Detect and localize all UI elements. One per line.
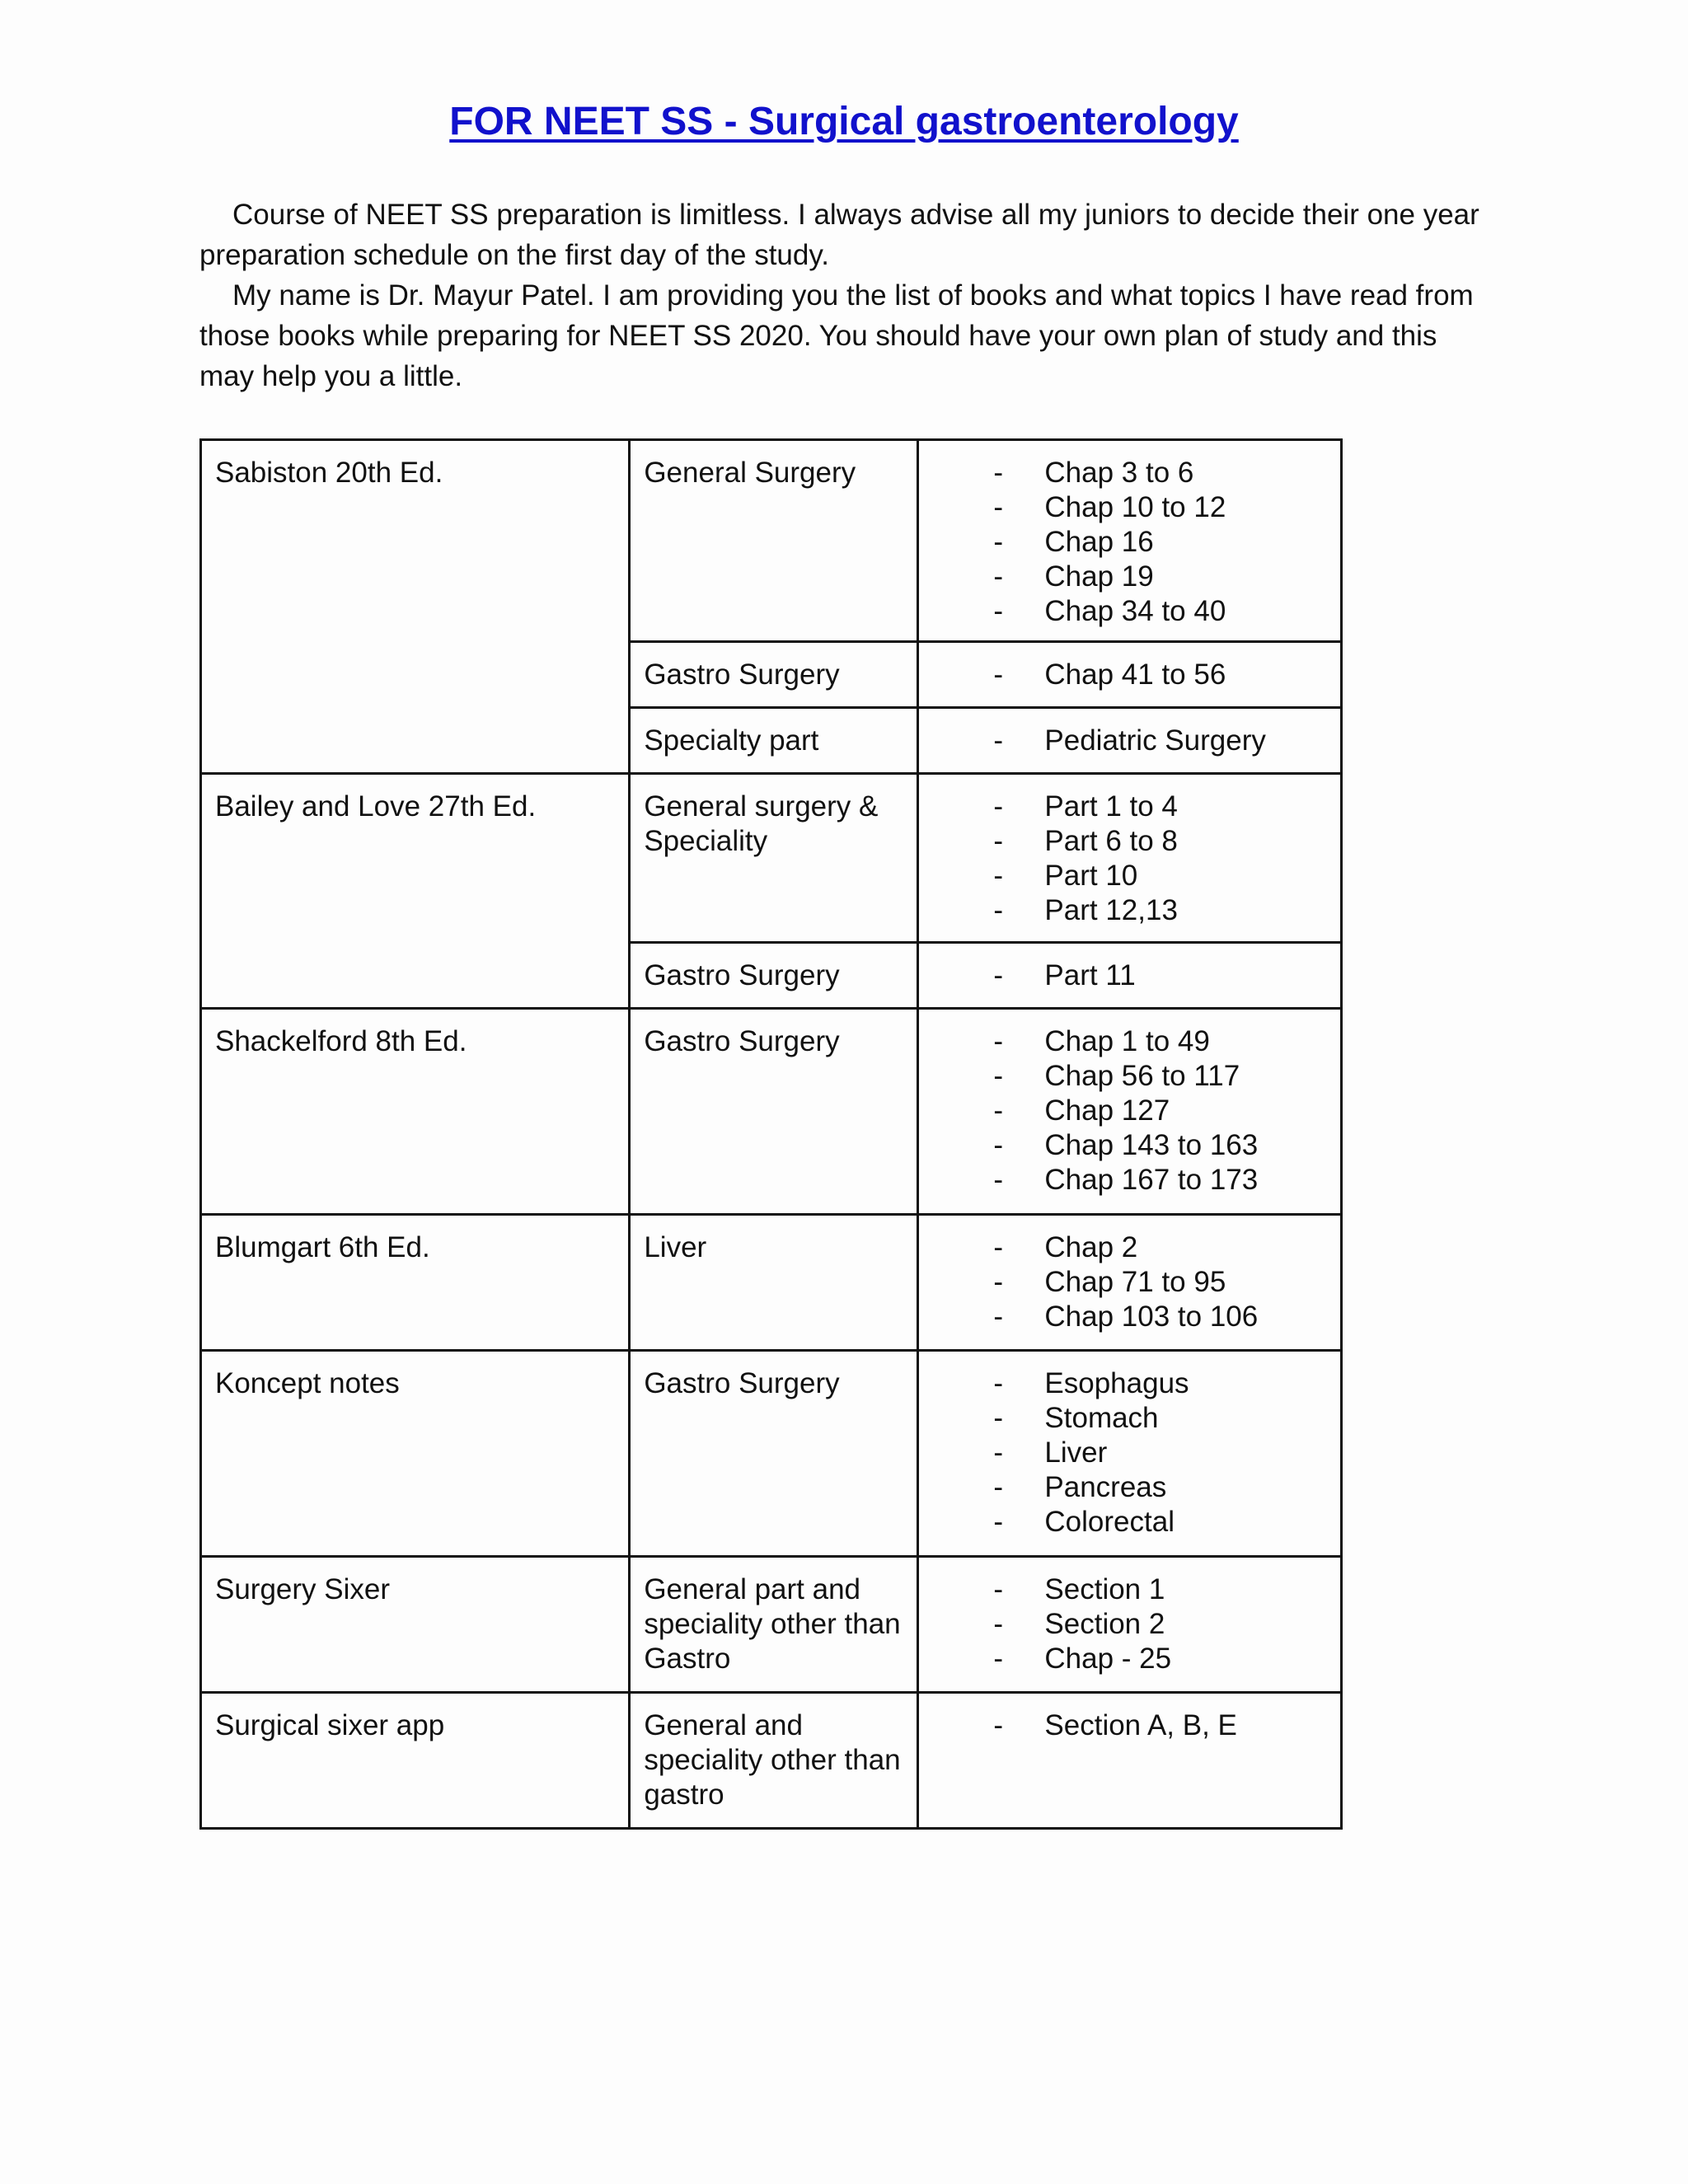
- list-item: - Part 6 to 8: [932, 824, 1327, 859]
- topic-list: [932, 1366, 1327, 1540]
- table-row: [201, 1351, 1342, 1557]
- topic-list: [932, 790, 1327, 928]
- list-item: - Part 11: [932, 958, 1327, 993]
- book-cell: Blumgart 6th Ed.: [201, 1215, 630, 1351]
- list-item: - Section 2: [932, 1607, 1327, 1642]
- table-row: [201, 1215, 1342, 1351]
- section-cell: Liver: [630, 1215, 918, 1351]
- topics-cell: [918, 774, 1342, 943]
- topics-cell: [918, 1557, 1342, 1693]
- list-item: - Chap 71 to 95: [932, 1265, 1327, 1300]
- section-cell: Specialty part: [630, 708, 918, 774]
- topic-list: [932, 1572, 1327, 1676]
- book-cell: Surgery Sixer: [201, 1557, 630, 1693]
- list-item: - Chap 19: [932, 560, 1327, 594]
- topic-list: [932, 456, 1327, 629]
- list-item: - Pancreas: [932, 1470, 1327, 1505]
- section-cell: General surgery & Speciality: [630, 774, 918, 943]
- topics-cell: [918, 1351, 1342, 1557]
- list-item: - Esophagus: [932, 1366, 1327, 1401]
- book-cell: Bailey and Love 27th Ed.: [201, 774, 630, 1009]
- section-cell: General part and speciality other than Gastro: [630, 1557, 918, 1693]
- list-item: - Liver: [932, 1436, 1327, 1470]
- table-row: [201, 1693, 1342, 1829]
- section-cell: Gastro Surgery: [630, 642, 918, 708]
- book-cell: Sabiston 20th Ed.: [201, 440, 630, 774]
- topic-list: [932, 1708, 1327, 1743]
- list-item: - Chap 1 to 49: [932, 1024, 1327, 1059]
- section-cell: Gastro Surgery: [630, 1351, 918, 1557]
- intro-paragraph: My name is Dr. Mayur Patel. I am providing you the list of books and what topics I have read from those books while preparing for NEET SS 2020. You should have your own plan of study and this may help you a little.: [199, 279, 1474, 392]
- topic-list: [932, 724, 1327, 758]
- book-cell: Koncept notes: [201, 1351, 630, 1557]
- intro-paragraph: Course of NEET SS preparation is limitless. I always advise all my juniors to decide their one year preparation schedule on the first day of the study.: [199, 199, 1479, 271]
- book-cell: Shackelford 8th Ed.: [201, 1009, 630, 1215]
- section-cell: Gastro Surgery: [630, 1009, 918, 1215]
- intro-text: [199, 194, 1485, 396]
- topics-cell: [918, 943, 1342, 1009]
- list-item: - Chap 127: [932, 1094, 1327, 1128]
- page-title: [0, 97, 1688, 147]
- section-cell: General Surgery: [630, 440, 918, 642]
- title-link[interactable]: FOR NEET SS - Surgical gastroenterology: [449, 100, 1239, 143]
- list-item: - Chap 56 to 117: [932, 1059, 1327, 1094]
- list-item: - Chap 103 to 106: [932, 1300, 1327, 1334]
- list-item: - Section A, B, E: [932, 1708, 1327, 1743]
- topics-cell: [918, 1215, 1342, 1351]
- topics-cell: [918, 1009, 1342, 1215]
- list-item: - Part 1 to 4: [932, 790, 1327, 824]
- table-row: [201, 774, 1342, 943]
- list-item: - Chap 10 to 12: [932, 490, 1327, 525]
- list-item: - Part 10: [932, 859, 1327, 893]
- books-table: [199, 438, 1343, 1830]
- topics-cell: [918, 642, 1342, 708]
- topic-list: [932, 1230, 1327, 1334]
- list-item: - Part 12,13: [932, 893, 1327, 928]
- topics-cell: [918, 1693, 1342, 1829]
- topics-cell: [918, 440, 1342, 642]
- topic-list: [932, 658, 1327, 692]
- section-cell: General and speciality other than gastro: [630, 1693, 918, 1829]
- list-item: - Chap 167 to 173: [932, 1163, 1327, 1197]
- list-item: - Chap 2: [932, 1230, 1327, 1265]
- list-item: - Pediatric Surgery: [932, 724, 1327, 758]
- list-item: - Colorectal: [932, 1505, 1327, 1540]
- topic-list: [932, 958, 1327, 993]
- list-item: - Stomach: [932, 1401, 1327, 1436]
- list-item: - Chap 34 to 40: [932, 594, 1327, 629]
- list-item: - Chap - 25: [932, 1642, 1327, 1676]
- book-cell: Surgical sixer app: [201, 1693, 630, 1829]
- table-row: [201, 1557, 1342, 1693]
- list-item: - Chap 41 to 56: [932, 658, 1327, 692]
- list-item: - Section 1: [932, 1572, 1327, 1607]
- topic-list: [932, 1024, 1327, 1197]
- table-row: [201, 440, 1342, 642]
- list-item: - Chap 16: [932, 525, 1327, 560]
- table-row: [201, 1009, 1342, 1215]
- section-cell: Gastro Surgery: [630, 943, 918, 1009]
- list-item: - Chap 143 to 163: [932, 1128, 1327, 1163]
- topics-cell: [918, 708, 1342, 774]
- list-item: - Chap 3 to 6: [932, 456, 1327, 490]
